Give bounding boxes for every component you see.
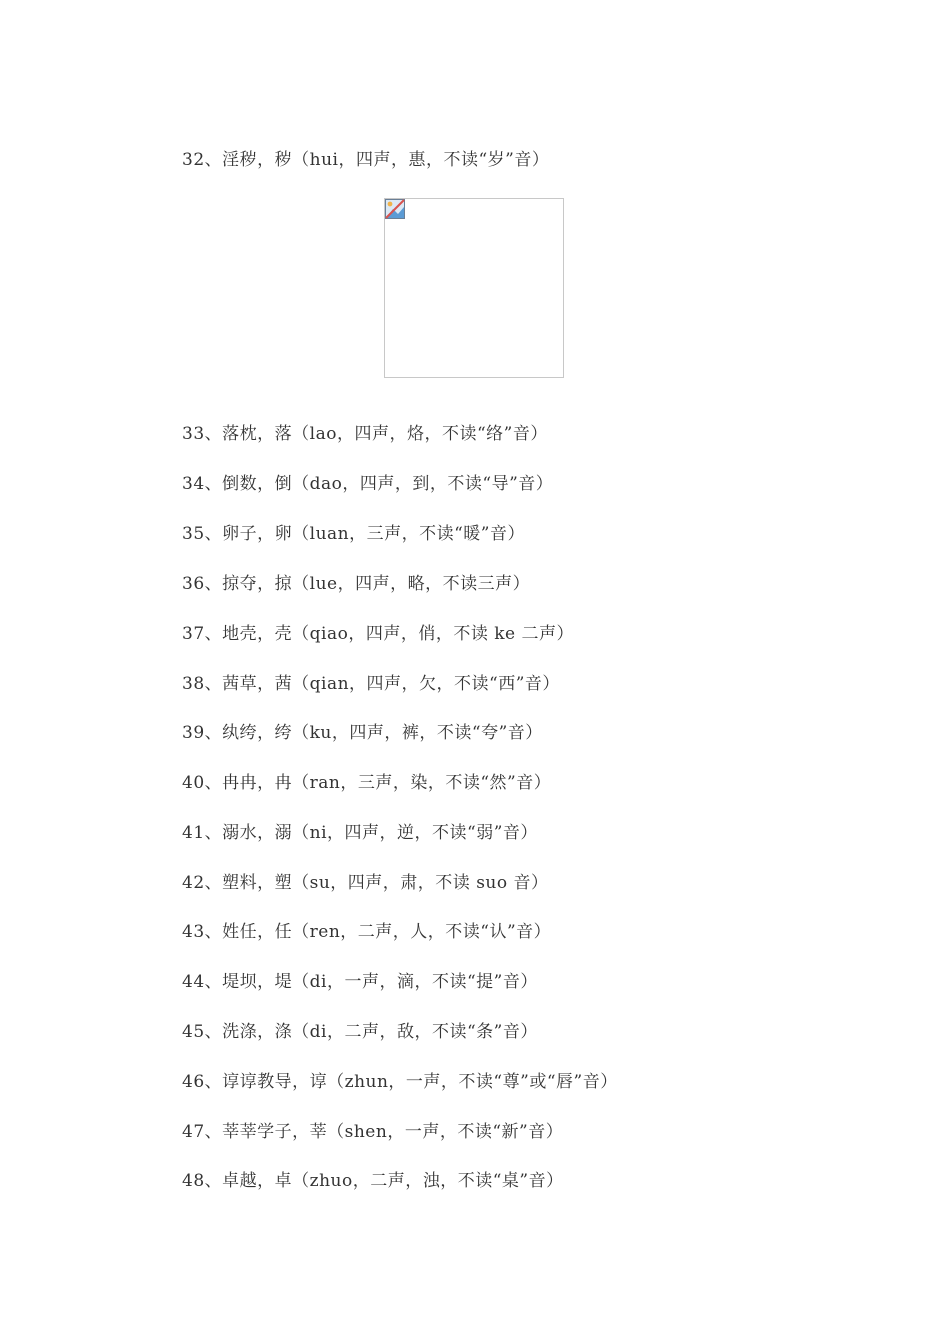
entry-40: 40、冉冉，冉（ran，三声，染，不读“然”音） (182, 773, 552, 793)
entry-45: 45、洗涤，涤（di，二声，敌，不读“条”音） (182, 1022, 538, 1042)
entry-46: 46、谆谆教导，谆（zhun，一声，不读“尊”或“唇”音） (182, 1072, 618, 1092)
entry-33: 33、落枕，落（lao，四声，烙，不读“络”音） (182, 424, 548, 444)
entry-44: 44、堤坝，堤（di，一声，滴，不读“提”音） (182, 972, 538, 992)
entry-42: 42、塑料，塑（su，四声，肃，不读 suo 音） (182, 873, 549, 893)
image-placeholder (384, 198, 564, 378)
entry-39: 39、纨绔，绔（ku，四声，裤，不读“夸”音） (182, 723, 543, 743)
entry-41: 41、溺水，溺（ni，四声，逆，不读“弱”音） (182, 823, 538, 843)
entry-37: 37、地壳，壳（qiao，四声，俏，不读 ke 二声） (182, 624, 574, 644)
entry-43: 43、姓任，任（ren，二声，人，不读“认”音） (182, 922, 552, 942)
broken-image-icon (385, 199, 405, 219)
entry-34: 34、倒数，倒（dao，四声，到，不读“导”音） (182, 474, 554, 494)
entry-35: 35、卵子，卵（luan，三声，不读“暖”音） (182, 524, 525, 544)
entry-32: 32、淫秽，秽（hui，四声，惠，不读“岁”音） (182, 150, 550, 170)
entry-38: 38、茜草，茜（qian，四声，欠，不读“西”音） (182, 674, 560, 694)
entry-47: 47、莘莘学子，莘（shen，一声，不读“新”音） (182, 1122, 564, 1142)
entry-48: 48、卓越，卓（zhuo，二声，浊，不读“桌”音） (182, 1171, 564, 1191)
entry-36: 36、掠夺，掠（lue，四声，略，不读三声） (182, 574, 531, 594)
